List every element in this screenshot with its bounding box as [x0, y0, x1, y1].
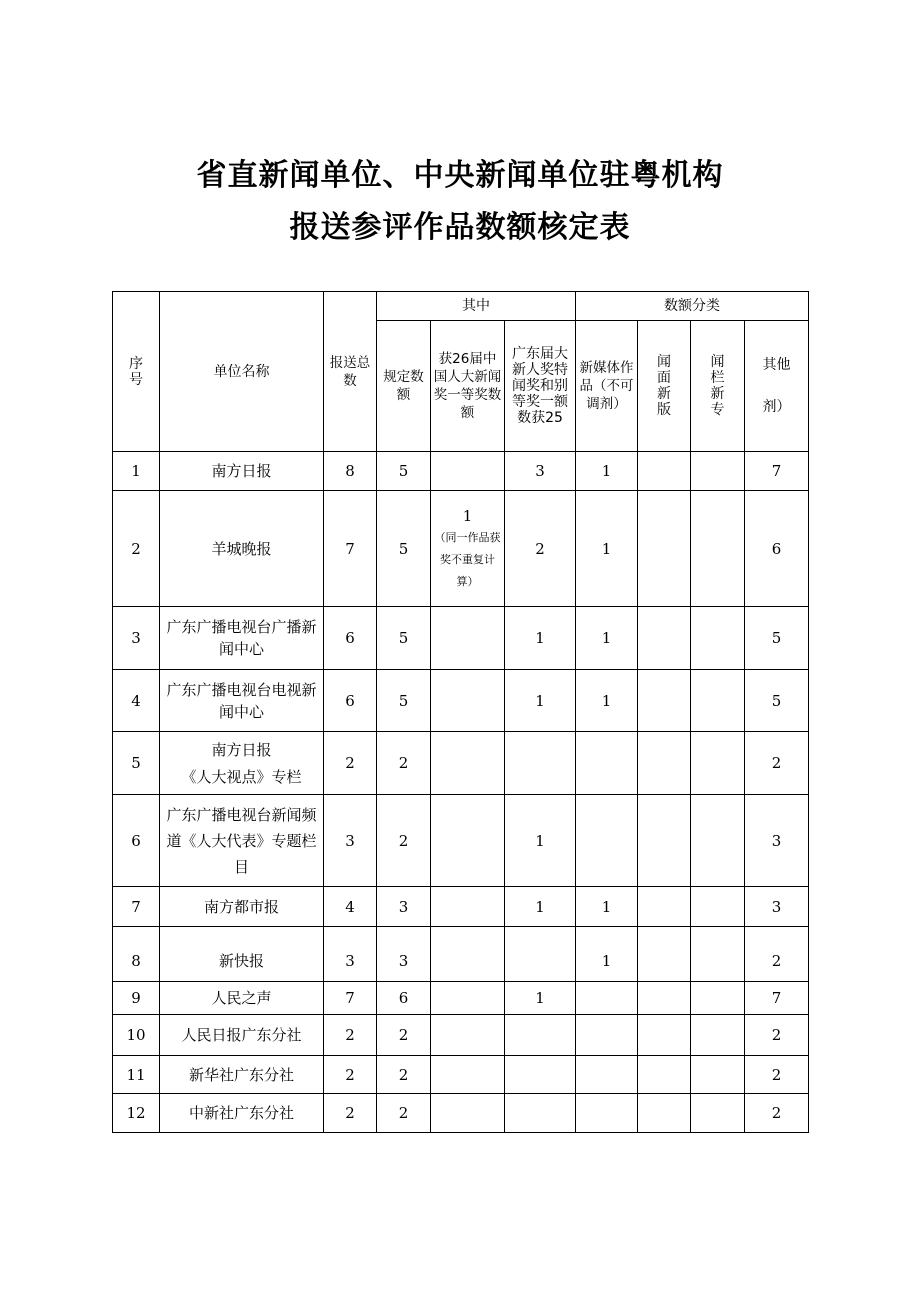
cell-seq: 2 [113, 491, 160, 607]
cell-other: 2 [745, 1015, 809, 1056]
cell-quota: 2 [377, 732, 431, 795]
cell-seq: 9 [113, 982, 160, 1015]
cell-page [638, 795, 691, 887]
cell-column [691, 491, 745, 607]
cell-page [638, 927, 691, 982]
cell-china [431, 732, 505, 795]
cell-newmedia: 1 [576, 927, 638, 982]
cell-gd [505, 1094, 576, 1133]
cell-unit: 南方都市报 [160, 887, 324, 927]
cell-total: 2 [324, 732, 377, 795]
cell-newmedia [576, 1094, 638, 1133]
cell-china [431, 1015, 505, 1056]
table-row [113, 1094, 809, 1133]
cell-column [691, 1015, 745, 1056]
page-subtitle: 报送参评作品数额核定表 [289, 210, 631, 245]
cell-china [431, 1094, 505, 1133]
cell-gd [505, 732, 576, 795]
cell-total: 6 [324, 607, 377, 670]
quota-table [112, 291, 809, 1133]
table-row [113, 607, 809, 670]
header-unit: 单位名称 [160, 292, 324, 452]
header-other: 其他 剂） [745, 321, 809, 452]
table-row [113, 795, 809, 887]
cell-seq: 4 [113, 670, 160, 732]
cell-seq: 12 [113, 1094, 160, 1133]
cell-column [691, 1094, 745, 1133]
cell-gd: 1 [505, 982, 576, 1015]
cell-china [431, 982, 505, 1015]
cell-seq: 8 [113, 927, 160, 982]
cell-quota: 2 [377, 795, 431, 887]
cell-gd: 2 [505, 491, 576, 607]
cell-unit: 广东广播电视台电视新闻中心 [160, 670, 324, 732]
cell-other: 2 [745, 1056, 809, 1094]
cell-other: 6 [745, 491, 809, 607]
cell-total: 4 [324, 887, 377, 927]
cell-seq: 1 [113, 452, 160, 491]
cell-other: 3 [745, 795, 809, 887]
table-row [113, 927, 809, 982]
cell-seq: 7 [113, 887, 160, 927]
cell-column [691, 927, 745, 982]
cell-newmedia: 1 [576, 607, 638, 670]
cell-total: 8 [324, 452, 377, 491]
cell-column [691, 732, 745, 795]
header-seq: 序号 [113, 292, 160, 452]
cell-china [431, 927, 505, 982]
cell-page [638, 887, 691, 927]
cell-total: 2 [324, 1056, 377, 1094]
cell-gd [505, 1056, 576, 1094]
cell-quota: 5 [377, 670, 431, 732]
cell-china [431, 670, 505, 732]
cell-seq: 11 [113, 1056, 160, 1094]
table-row [113, 982, 809, 1015]
cell-page [638, 670, 691, 732]
cell-china [431, 1056, 505, 1094]
table-row [113, 452, 809, 491]
cell-quota: 2 [377, 1056, 431, 1094]
cell-total: 7 [324, 491, 377, 607]
cell-china [431, 795, 505, 887]
cell-gd: 3 [505, 452, 576, 491]
header-news-column: 闻栏新专 [691, 321, 745, 452]
cell-page [638, 491, 691, 607]
cell-newmedia: 1 [576, 670, 638, 732]
cell-quota: 5 [377, 452, 431, 491]
cell-other: 2 [745, 732, 809, 795]
cell-gd: 1 [505, 670, 576, 732]
cell-column [691, 607, 745, 670]
cell-gd: 1 [505, 607, 576, 670]
cell-unit: 羊城晚报 [160, 491, 324, 607]
cell-seq: 3 [113, 607, 160, 670]
header-china-award: 获26届中国人大新闻奖一等奖数额 [431, 321, 505, 452]
cell-unit: 新华社广东分社 [160, 1056, 324, 1094]
cell-column [691, 452, 745, 491]
table-row [113, 732, 809, 795]
cell-china: 1 （同一作品获奖不重复计算） [431, 491, 505, 607]
header-news-page: 闻面新版 [638, 321, 691, 452]
header-of-which: 其中 [377, 292, 576, 321]
cell-seq: 6 [113, 795, 160, 887]
cell-gd [505, 927, 576, 982]
cell-total: 3 [324, 795, 377, 887]
cell-total: 3 [324, 927, 377, 982]
cell-unit: 新快报 [160, 927, 324, 982]
cell-newmedia: 1 [576, 887, 638, 927]
table-row [113, 887, 809, 927]
cell-column [691, 982, 745, 1015]
header-quota: 规定数额 [377, 321, 431, 452]
cell-china [431, 607, 505, 670]
cell-page [638, 1056, 691, 1094]
cell-quota: 5 [377, 607, 431, 670]
cell-quota: 5 [377, 491, 431, 607]
cell-column [691, 1056, 745, 1094]
cell-column [691, 887, 745, 927]
cell-unit: 中新社广东分社 [160, 1094, 324, 1133]
cell-newmedia [576, 732, 638, 795]
cell-other: 7 [745, 452, 809, 491]
cell-unit: 人民之声 [160, 982, 324, 1015]
cell-quota: 6 [377, 982, 431, 1015]
page-title: 省直新闻单位、中央新闻单位驻粤机构 [196, 158, 724, 193]
header-total: 报送总数 [324, 292, 377, 452]
table-row [113, 670, 809, 732]
table-row [113, 491, 809, 607]
cell-unit: 南方日报 《人大视点》专栏 [160, 732, 324, 795]
cell-other: 3 [745, 887, 809, 927]
cell-newmedia [576, 1056, 638, 1094]
cell-total: 6 [324, 670, 377, 732]
cell-china [431, 452, 505, 491]
cell-gd: 1 [505, 795, 576, 887]
cell-newmedia [576, 1015, 638, 1056]
cell-page [638, 452, 691, 491]
cell-other: 7 [745, 982, 809, 1015]
cell-newmedia [576, 795, 638, 887]
cell-page [638, 1094, 691, 1133]
cell-total: 2 [324, 1094, 377, 1133]
cell-page [638, 982, 691, 1015]
cell-china-note: （同一作品获奖不重复计算） [434, 530, 501, 588]
cell-seq: 5 [113, 732, 160, 795]
table-row [113, 1015, 809, 1056]
cell-gd: 1 [505, 887, 576, 927]
cell-china [431, 887, 505, 927]
cell-quota: 2 [377, 1015, 431, 1056]
cell-newmedia: 1 [576, 452, 638, 491]
cell-unit: 广东广播电视台新闻频道《人大代表》专题栏目 [160, 795, 324, 887]
cell-page [638, 607, 691, 670]
cell-unit: 广东广播电视台广播新闻中心 [160, 607, 324, 670]
cell-total: 2 [324, 1015, 377, 1056]
cell-page [638, 1015, 691, 1056]
cell-unit: 南方日报 [160, 452, 324, 491]
header-gd-award: 广东届大新人奖特闻奖和别等奖一额数获25 [505, 321, 576, 452]
cell-total: 7 [324, 982, 377, 1015]
cell-other: 5 [745, 607, 809, 670]
cell-other: 5 [745, 670, 809, 732]
cell-newmedia: 1 [576, 491, 638, 607]
cell-other: 2 [745, 927, 809, 982]
table-row [113, 1056, 809, 1094]
cell-unit: 人民日报广东分社 [160, 1015, 324, 1056]
header-new-media: 新媒体作品（不可调剂） [576, 321, 638, 452]
cell-quota: 3 [377, 887, 431, 927]
cell-column [691, 670, 745, 732]
cell-newmedia [576, 982, 638, 1015]
header-category: 数额分类 [576, 292, 809, 321]
cell-seq: 10 [113, 1015, 160, 1056]
cell-quota: 3 [377, 927, 431, 982]
cell-gd [505, 1015, 576, 1056]
cell-quota: 2 [377, 1094, 431, 1133]
cell-column [691, 795, 745, 887]
cell-page [638, 732, 691, 795]
cell-other: 2 [745, 1094, 809, 1133]
